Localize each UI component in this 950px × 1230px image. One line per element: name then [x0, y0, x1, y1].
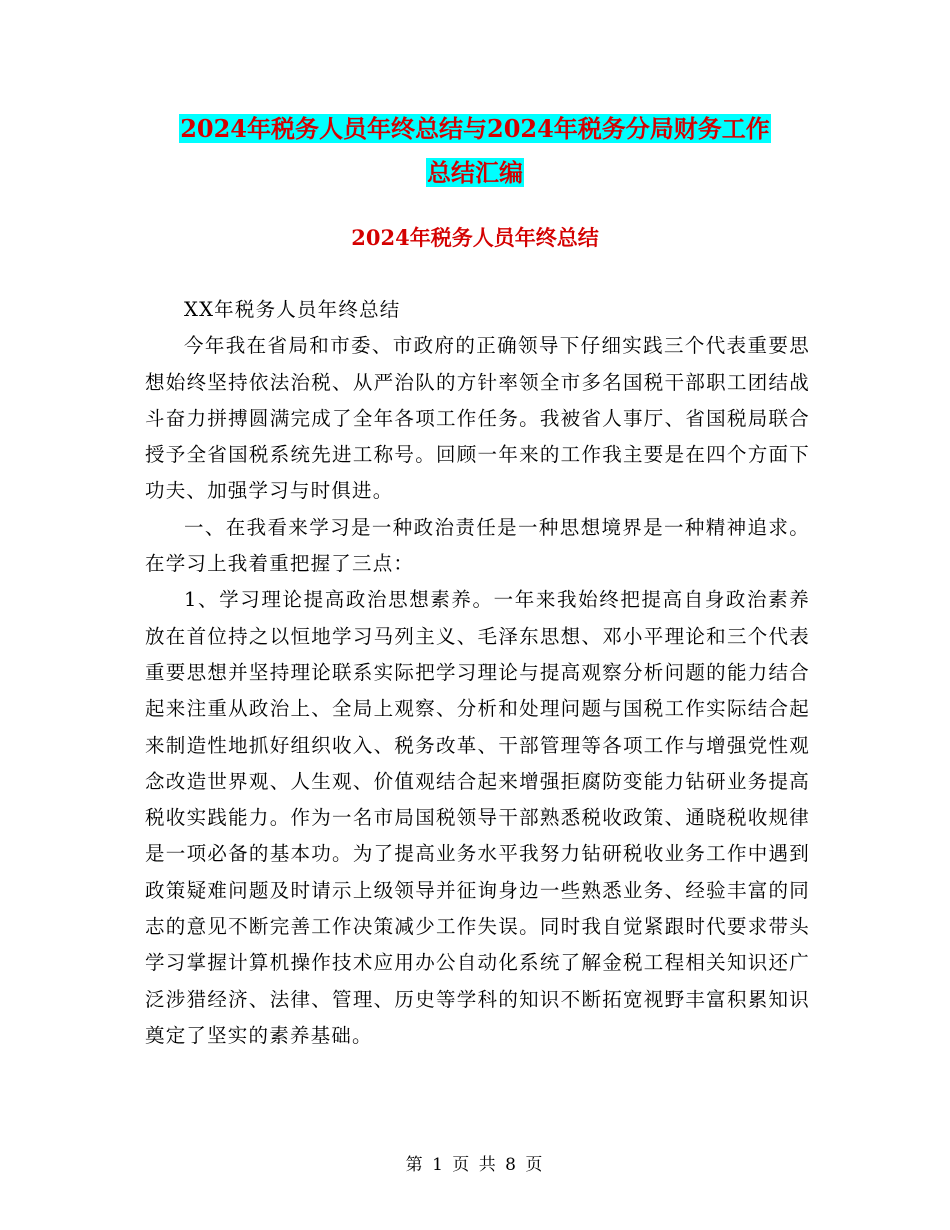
document-title-line2 [120, 156, 830, 190]
paragraph-section-one: 一、在我看来学习是一种政治责任是一种思想境界是一种精神追求。在学习上我着重把握了三点： [145, 515, 810, 576]
paragraph-point-one: 1、学习理论提高政治思想素养。一年来我始终把提高自身政治素养放在首位持之以恒地学习马列主义、毛泽东思想、邓小平理论和三个代表重要思想并坚持理论联系实际把学习理论与提高观察分析问题的能力结合起来注重从政治上、全局上观察、分析和处理问题与国税工作实际结合起来制造性地抓好组织收入、税务改革、干部管理等各项工作与增强党性观念改造世界观、人生观、价值观结合起来增强拒腐防变能力钻研业务提高税收实践能力。作为一名市局国税领导干部熟悉税收政策、通晓税收规律是一项必备的基本功。为了提高业务水平我努力钻研税收业务工作中遇到政策疑难问题及时请示上级领导并征询身边一些熟悉业务、经验丰富的同志的意见不断完善工作决策减少工作失误。同时我自觉紧跟时代要求带头学习掌握计算机操作技术应用办公自动化系统了解金税工程相关知识还广泛涉猎经济、法律、管理、历史等学科的知识不断拓宽视野丰富积累知识奠定了坚实的素养基础。 [145, 588, 810, 1047]
page-footer: 第 1 页 共 8 页 [405, 1155, 545, 1175]
document-body [145, 292, 810, 1054]
document-title-text-1: 2024年税务人员年终总结与2024年税务分局财务工作 [180, 114, 770, 143]
document-title-line1 [120, 112, 830, 146]
document-title-text-2: 总结汇编 [427, 158, 523, 187]
paragraph-intro: 今年我在省局和市委、市政府的正确领导下仔细实践三个代表重要思想始终坚持依法治税、从严治队的方针率领全市多名国税干部职工团结战斗奋力拼搏圆满完成了全年各项工作任务。我被省人事厅、省国税局联合授予全省国税系统先进工称号。回顾一年来的工作我主要是在四个方面下功夫、加强学习与时俱进。 [145, 334, 810, 503]
paragraph-subtitle: XX年税务人员年终总结 [184, 298, 401, 321]
section-title: 2024年税务人员年终总结 [351, 225, 599, 250]
